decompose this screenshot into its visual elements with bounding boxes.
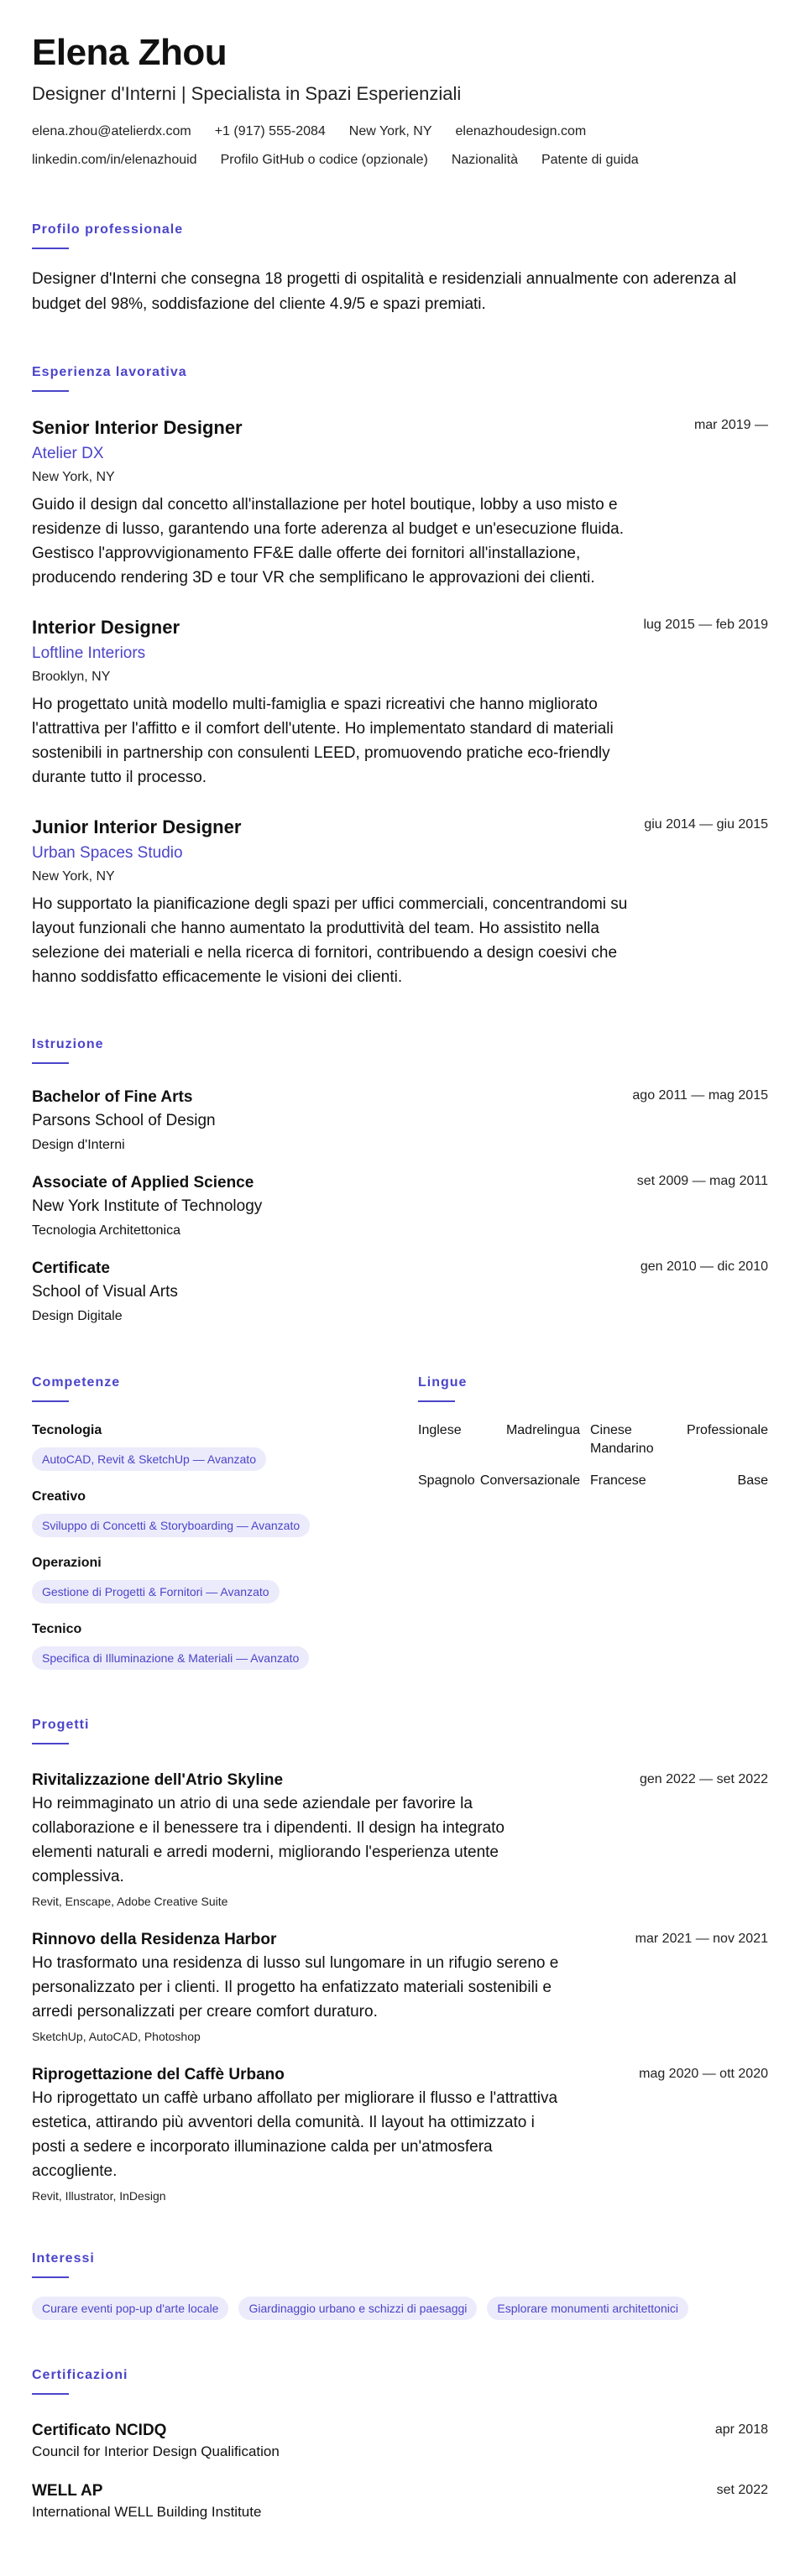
section-divider bbox=[32, 248, 69, 249]
job-entry bbox=[32, 815, 768, 989]
section-divider bbox=[32, 2393, 69, 2395]
language-name: Cinese Mandarino bbox=[590, 1423, 654, 1456]
education-date: gen 2010 — dic 2010 bbox=[640, 1259, 768, 1274]
project-date: mar 2021 — nov 2021 bbox=[635, 1932, 768, 1946]
language-level: Professionale bbox=[687, 1423, 768, 1437]
contact-license: Patente di guida bbox=[541, 153, 639, 167]
project-description: Ho trasformato una residenza di lusso sul lungomare in un rifugio sereno e personalizzato per i clienti. Il progetto ha enfatizzato materiali sostenibili e arredi personalizzati per creare comfort duraturo. bbox=[32, 1954, 559, 2021]
certification-name: WELL AP bbox=[32, 2482, 103, 2500]
job-company: Urban Spaces Studio bbox=[32, 844, 183, 862]
education-degree: Certificate bbox=[32, 1259, 110, 1277]
job-location: Brooklyn, NY bbox=[32, 670, 111, 684]
language-item bbox=[590, 1472, 768, 1490]
section-divider bbox=[418, 1400, 455, 1402]
certification-issuer: International WELL Building Institute bbox=[32, 2504, 262, 2520]
languages-heading: Lingue bbox=[418, 1375, 468, 1390]
language-name: Francese bbox=[590, 1473, 646, 1488]
skill-pill: Specifica di Illuminazione & Materiali — Avanzato bbox=[32, 1646, 309, 1670]
education-school: School of Visual Arts bbox=[32, 1283, 178, 1301]
interests-heading: Interessi bbox=[32, 2251, 95, 2266]
education-entry bbox=[32, 1171, 768, 1242]
experience-heading: Esperienza lavorativa bbox=[32, 365, 187, 379]
project-tech: Revit, Illustrator, InDesign bbox=[32, 2189, 166, 2203]
job-location: New York, NY bbox=[32, 869, 115, 884]
job-company: Atelier DX bbox=[32, 445, 104, 462]
contact-linkedin[interactable]: linkedin.com/in/elenazhouid bbox=[32, 153, 197, 167]
section-divider bbox=[32, 1400, 69, 1402]
skill-category: Tecnologia bbox=[32, 1423, 102, 1437]
languages-grid bbox=[418, 1421, 768, 1490]
project-entry bbox=[32, 1929, 768, 2044]
contact-nationality: Nazionalità bbox=[451, 153, 518, 167]
contact-github[interactable]: Profilo GitHub o codice (opzionale) bbox=[220, 153, 428, 167]
education-entry bbox=[32, 1257, 768, 1327]
education-date: set 2009 — mag 2011 bbox=[636, 1174, 768, 1188]
section-divider bbox=[32, 2276, 69, 2278]
language-level: Conversazionale bbox=[479, 1473, 580, 1488]
project-description: Ho reimmaginato un atrio di una sede aziendale per favorire la collaborazione e il benessere tra i dipendenti. Il design ha integrato elementi naturali e arredi moderni, migliorando l'esperienza utente complessiva. bbox=[32, 1795, 505, 1885]
project-name: Riprogettazione del Caffè Urbano bbox=[32, 2066, 285, 2083]
education-field: Design d'Interni bbox=[32, 1138, 125, 1152]
section-divider bbox=[32, 1062, 69, 1064]
contact-email[interactable]: elena.zhou@atelierdx.com bbox=[32, 124, 191, 138]
skills-heading: Competenze bbox=[32, 1375, 121, 1390]
certification-issuer: Council for Interior Design Qualification bbox=[32, 2443, 280, 2459]
languages-column bbox=[418, 1327, 768, 1670]
section-divider bbox=[32, 390, 69, 392]
education-school: New York Institute of Technology bbox=[32, 1197, 263, 1215]
contact-phone[interactable]: +1 (917) 555-2084 bbox=[214, 124, 326, 138]
project-name: Rinnovo della Residenza Harbor bbox=[32, 1931, 277, 1948]
job-company: Loftline Interiors bbox=[32, 644, 146, 662]
skill-pill: Gestione di Progetti & Fornitori — Avanzato bbox=[32, 1580, 280, 1603]
job-role: Senior Interior Designer bbox=[32, 417, 243, 438]
skill-pill: Sviluppo di Concetti & Storyboarding — Avanzato bbox=[32, 1514, 310, 1537]
certification-name: Certificato NCIDQ bbox=[32, 2422, 167, 2439]
summary-text: Designer d'Interni che consegna 18 progetti di ospitalità e residenziali annualmente con aderenza al budget del 98%, soddisfazione del cliente 4.9/5 e spazi premiati. bbox=[32, 270, 737, 313]
project-description: Ho riprogettato un caffè urbano affollato per migliorare il flusso e l'attrattiva estetica, attirando più avventori della comunità. Il layout ha ottimizzato i posti a sedere e incorporato illuminazione calda per un'atmosfera accogliente. bbox=[32, 2089, 558, 2180]
language-level: Madrelingua bbox=[505, 1423, 580, 1437]
job-date: lug 2015 — feb 2019 bbox=[643, 618, 768, 632]
job-role: Interior Designer bbox=[32, 617, 180, 638]
candidate-title: Designer d'Interni | Specialista in Spazi Esperienziali bbox=[32, 83, 462, 104]
job-description: Ho progettato unità modello multi-famiglia e spazi ricreativi che hanno migliorato l'attrattiva per l'affitto e il comfort dell'utente. Ho implementato standard di materiali sostenibili in partnership con consulenti LEED, promuovendo pratiche eco-friendly durante tutto il processo. bbox=[32, 696, 614, 786]
project-date: gen 2022 — set 2022 bbox=[639, 1772, 768, 1786]
project-entry bbox=[32, 2064, 768, 2203]
skills-languages-row bbox=[32, 1327, 768, 1670]
project-tech: SketchUp, AutoCAD, Photoshop bbox=[32, 2030, 201, 2043]
job-location: New York, NY bbox=[32, 470, 115, 484]
education-entry bbox=[32, 1086, 768, 1156]
education-school: Parsons School of Design bbox=[32, 1112, 216, 1129]
skill-pill: AutoCAD, Revit & SketchUp — Avanzato bbox=[32, 1447, 266, 1471]
skills-column bbox=[32, 1327, 376, 1670]
project-tech: Revit, Enscape, Adobe Creative Suite bbox=[32, 1895, 228, 1908]
education-heading: Istruzione bbox=[32, 1037, 104, 1051]
job-description: Guido il design dal concetto all'installazione per hotel boutique, lobby a uso misto e residenze di lusso, garantendo una forte aderenza al budget e un'esecuzione fluida. Gestisco l'approvvigionamento FF&E dalle offerte dei fornitori all'installazione, producendo rendering 3D e tour VR che semplificano le approvazioni dei clienti. bbox=[32, 496, 625, 587]
summary-heading: Profilo professionale bbox=[32, 222, 184, 237]
project-date: mag 2020 — ott 2020 bbox=[639, 2067, 768, 2081]
projects-heading: Progetti bbox=[32, 1718, 90, 1732]
certification-entry bbox=[32, 2480, 768, 2522]
education-degree: Associate of Applied Science bbox=[32, 1174, 254, 1192]
skill-category: Tecnico bbox=[32, 1622, 82, 1636]
job-date: giu 2014 — giu 2015 bbox=[644, 817, 768, 832]
candidate-name: Elena Zhou bbox=[32, 32, 227, 73]
section-divider bbox=[32, 1743, 69, 1744]
skill-category: Operazioni bbox=[32, 1556, 102, 1570]
skill-category: Creativo bbox=[32, 1489, 86, 1504]
interest-pill: Esplorare monumenti architettonici bbox=[487, 2297, 688, 2320]
certification-date: set 2022 bbox=[716, 2483, 768, 2497]
language-name: Inglese bbox=[418, 1423, 462, 1437]
job-entry bbox=[32, 615, 768, 790]
project-entry bbox=[32, 1770, 768, 1909]
education-degree: Bachelor of Fine Arts bbox=[32, 1088, 193, 1106]
job-entry bbox=[32, 415, 768, 590]
language-item bbox=[418, 1472, 590, 1490]
contact-list bbox=[32, 117, 768, 175]
certifications-heading: Certificazioni bbox=[32, 2368, 128, 2382]
language-item bbox=[590, 1421, 768, 1458]
job-date: mar 2019 — bbox=[693, 418, 768, 432]
interest-pill: Giardinaggio urbano e schizzi di paesaggi bbox=[238, 2297, 477, 2320]
education-field: Tecnologia Architettonica bbox=[32, 1223, 180, 1238]
language-level: Base bbox=[737, 1473, 768, 1488]
interests-list bbox=[32, 2297, 768, 2320]
language-name: Spagnolo bbox=[418, 1473, 475, 1488]
interest-pill: Curare eventi pop-up d'arte locale bbox=[32, 2297, 228, 2320]
education-date: ago 2011 — mag 2015 bbox=[632, 1088, 768, 1103]
education-field: Design Digitale bbox=[32, 1309, 123, 1323]
certification-date: apr 2018 bbox=[714, 2422, 768, 2437]
project-name: Rivitalizzazione dell'Atrio Skyline bbox=[32, 1771, 284, 1789]
contact-website[interactable]: elenazhoudesign.com bbox=[455, 124, 587, 138]
contact-location: New York, NY bbox=[348, 124, 432, 138]
job-description: Ho supportato la pianificazione degli spazi per uffici commerciali, concentrandomi su layout funzionali che hanno aumentato la produttività del team. Ho assistito nella selezione dei materiali e nella ricerca di fornitori, contribuendo a design coesivi che hanno soddisfatto efficacemente le visioni dei clienti. bbox=[32, 895, 628, 986]
language-item bbox=[418, 1421, 590, 1458]
job-role: Junior Interior Designer bbox=[32, 816, 242, 837]
certification-entry bbox=[32, 2420, 768, 2462]
